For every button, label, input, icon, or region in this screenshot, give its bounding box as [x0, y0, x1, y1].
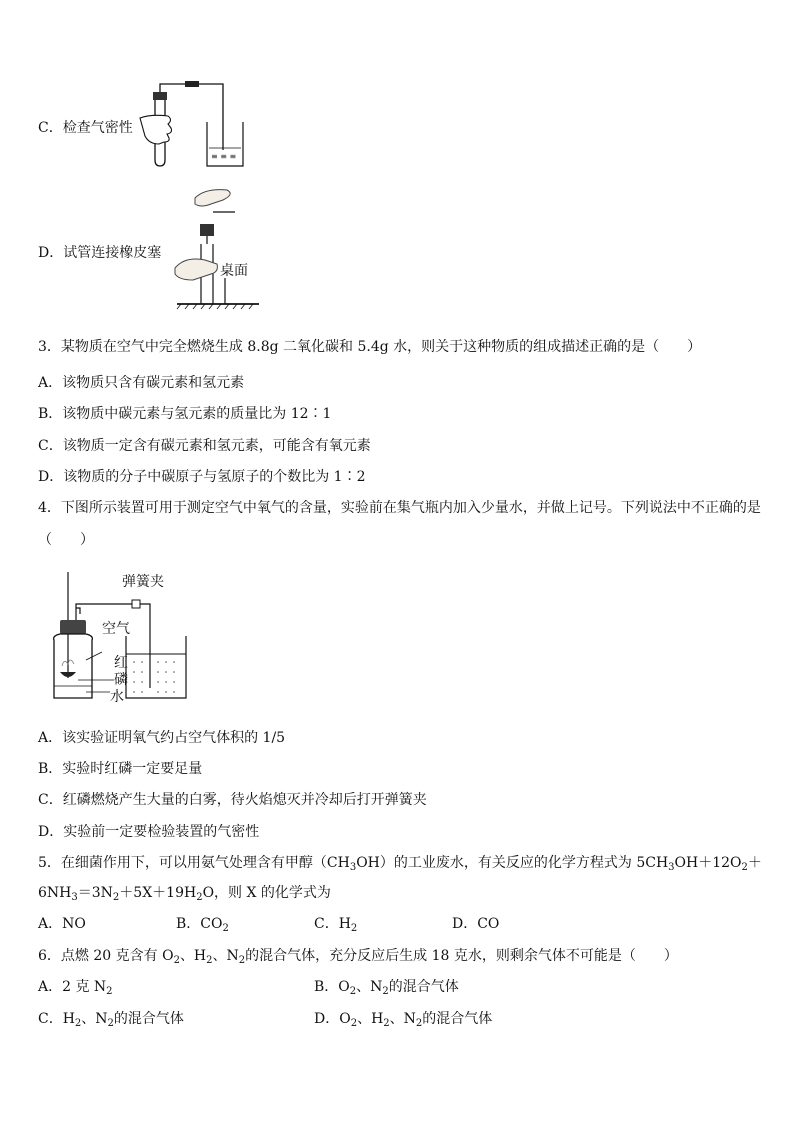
q3-option-b: B．该物质中碳元素与氢元素的质量比为 12∶1	[38, 406, 332, 422]
option-letter: D．	[38, 245, 64, 261]
q5-option-a: A．NO	[38, 916, 86, 932]
clamp-label: 弹簧夹	[122, 574, 164, 590]
q3-option-c: C．该物质一定含有碳元素和氢元素，可能含有氧元素	[38, 438, 371, 454]
q3-option-d: D．该物质的分子中碳原子与氢原子的个数比为 1∶2	[38, 469, 366, 485]
q5-option-b: B．$CO_2$	[176, 916, 229, 934]
table-label: 桌面	[220, 263, 248, 279]
q4-stem-line1: 4．下图所示装置可用于测定空气中氧气的含量，实验前在集气瓶内加入少量水，并做上记号。下列说法中不正确的是	[38, 500, 761, 516]
q3-stem: 3．某物质在空气中完全燃烧生成 8.8g 二氧化碳和 5.4g 水，则关于这种物质的组成描述正确的是（ ）	[38, 339, 702, 355]
airtightness-check-figure	[135, 78, 250, 170]
q6-option-b: B．$O_2$、$N_2$的混合气体	[314, 979, 459, 997]
option-text: 检查气密性	[62, 120, 133, 136]
q6-option-a: A．2 克 $N_2$	[38, 979, 113, 997]
q2-option-d	[38, 244, 161, 262]
svg-text:≡ ≡ ≡: ≡ ≡ ≡	[211, 152, 237, 161]
air-label: 空气	[102, 621, 130, 637]
q6-stem: 6．点燃 20 克含有 $O_2$、$H_2$、$N_2$的混合气体，充分反应后生成 18 克水，则剩余气体不可能是（ ）	[38, 948, 678, 966]
option-text: 试管连接橡皮塞	[63, 245, 162, 261]
q4-option-c: C．红磷燃烧产生大量的白雾，待火焰熄灭并冷却后打开弹簧夹	[38, 792, 427, 808]
q4-option-a: A．该实验证明氧气约占空气体积的 1/5	[38, 730, 286, 746]
q4-option-b: B．实验时红磷一定要足量	[38, 761, 203, 777]
q4-stem-line2: （ ）	[38, 532, 94, 548]
q2-option-c	[38, 119, 133, 137]
red-label: 红	[114, 655, 128, 671]
q4-option-d: D．实验前一定要检验装置的气密性	[38, 824, 260, 840]
q5-option-c: C．$H_2$	[314, 916, 358, 934]
q6-option-d: D．$O_2$、$H_2$、$N_2$的混合气体	[314, 1011, 493, 1029]
q3-option-a: A．该物质只含有碳元素和氢元素	[38, 375, 245, 391]
q6-option-c: C．$H_2$、$N_2$的混合气体	[38, 1011, 184, 1029]
phos-label: 磷	[114, 672, 128, 688]
q5-stem-line2: $6NH_3=3N_2+5X+19H_2O$，则 X 的化学式为	[38, 885, 331, 903]
option-letter: C．	[38, 120, 63, 136]
tube-stopper-figure	[175, 186, 260, 311]
q5-stem-line1: 5．在细菌作用下，可以用氨气处理含有甲醇$(CH_3OH)$的工业废水，有关反应的化学方程式为 $5CH_3OH+12O_2+$	[38, 855, 762, 873]
q5-option-d: D．CO	[452, 916, 500, 932]
water-label: 水	[110, 689, 124, 705]
